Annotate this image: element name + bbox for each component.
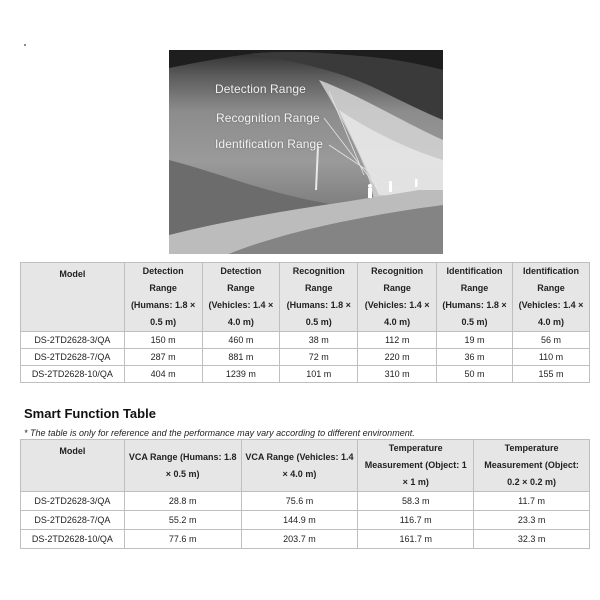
table-cell: 56 m: [513, 332, 590, 349]
smart-header-model: Model: [21, 440, 125, 492]
table-cell: 110 m: [513, 349, 590, 366]
table-cell: DS-2TD2628-3/QA: [21, 492, 125, 511]
disclaimer-note: * The table is only for reference and the performance may vary according to different environment.: [24, 428, 415, 438]
table-cell: 101 m: [280, 366, 358, 383]
table-cell: 150 m: [124, 332, 202, 349]
table-cell: 36 m: [437, 349, 513, 366]
table-row: [21, 511, 590, 530]
table-cell: 404 m: [124, 366, 202, 383]
table-cell: 23.3 m: [474, 511, 590, 530]
table-cell: 1239 m: [202, 366, 280, 383]
range-header-recognition-humans: Recognition Range (Humans: 1.8 × 0.5 m): [280, 263, 358, 332]
smart-header-vca-humans: VCA Range (Humans: 1.8 × 0.5 m): [124, 440, 241, 492]
range-header-identification-vehicles: Identification Range (Vehicles: 1.4 × 4.0 m): [513, 263, 590, 332]
table-cell: 220 m: [358, 349, 437, 366]
table-row: [21, 492, 590, 511]
section-title: Smart Function Table: [24, 406, 156, 421]
table-cell: 155 m: [513, 366, 590, 383]
table-cell: DS-2TD2628-3/QA: [21, 332, 125, 349]
detection-range-label: Detection Range: [215, 82, 306, 96]
table-cell: DS-2TD2628-10/QA: [21, 366, 125, 383]
table-row: [21, 366, 590, 383]
table-row: [21, 530, 590, 549]
range-header-model: Model: [21, 263, 125, 332]
table-cell: DS-2TD2628-7/QA: [21, 511, 125, 530]
smart-header-temp-1x1: Temperature Measurement (Object: 1 × 1 m): [358, 440, 474, 492]
range-header-recognition-vehicles: Recognition Range (Vehicles: 1.4 × 4.0 m): [358, 263, 437, 332]
smart-header-temp-0.2x0.2: Temperature Measurement (Object: 0.2 × 0.2 m): [474, 440, 590, 492]
smart-header-vca-vehicles: VCA Range (Vehicles: 1.4 × 4.0 m): [241, 440, 358, 492]
table-cell: 77.6 m: [124, 530, 241, 549]
table-cell: 161.7 m: [358, 530, 474, 549]
table-cell: 28.8 m: [124, 492, 241, 511]
table-cell: 19 m: [437, 332, 513, 349]
table-cell: 32.3 m: [474, 530, 590, 549]
smart-table-header-row: [21, 440, 590, 492]
thermal-image: [169, 50, 443, 254]
stray-dot: [24, 44, 26, 46]
range-header-detection-humans: Detection Range (Humans: 1.8 × 0.5 m): [124, 263, 202, 332]
smart-function-table: [20, 439, 590, 549]
table-cell: 460 m: [202, 332, 280, 349]
table-cell: 203.7 m: [241, 530, 358, 549]
table-cell: 310 m: [358, 366, 437, 383]
table-cell: 112 m: [358, 332, 437, 349]
table-cell: 11.7 m: [474, 492, 590, 511]
table-cell: 55.2 m: [124, 511, 241, 530]
range-table-header-row: [21, 263, 590, 332]
range-header-detection-vehicles: Detection Range (Vehicles: 1.4 × 4.0 m): [202, 263, 280, 332]
thermal-scene: [169, 50, 443, 254]
identification-range-label: Identification Range: [215, 137, 324, 151]
table-cell: 72 m: [280, 349, 358, 366]
table-row: [21, 349, 590, 366]
table-cell: 287 m: [124, 349, 202, 366]
table-cell: 75.6 m: [241, 492, 358, 511]
range-header-identification-humans: Identification Range (Humans: 1.8 × 0.5 m): [437, 263, 513, 332]
table-cell: 58.3 m: [358, 492, 474, 511]
table-cell: DS-2TD2628-7/QA: [21, 349, 125, 366]
table-cell: DS-2TD2628-10/QA: [21, 530, 125, 549]
recognition-range-label: Recognition Range: [216, 111, 320, 125]
table-cell: 50 m: [437, 366, 513, 383]
table-cell: 116.7 m: [358, 511, 474, 530]
table-cell: 144.9 m: [241, 511, 358, 530]
range-table: [20, 262, 590, 383]
table-cell: 881 m: [202, 349, 280, 366]
table-cell: 38 m: [280, 332, 358, 349]
table-row: [21, 332, 590, 349]
